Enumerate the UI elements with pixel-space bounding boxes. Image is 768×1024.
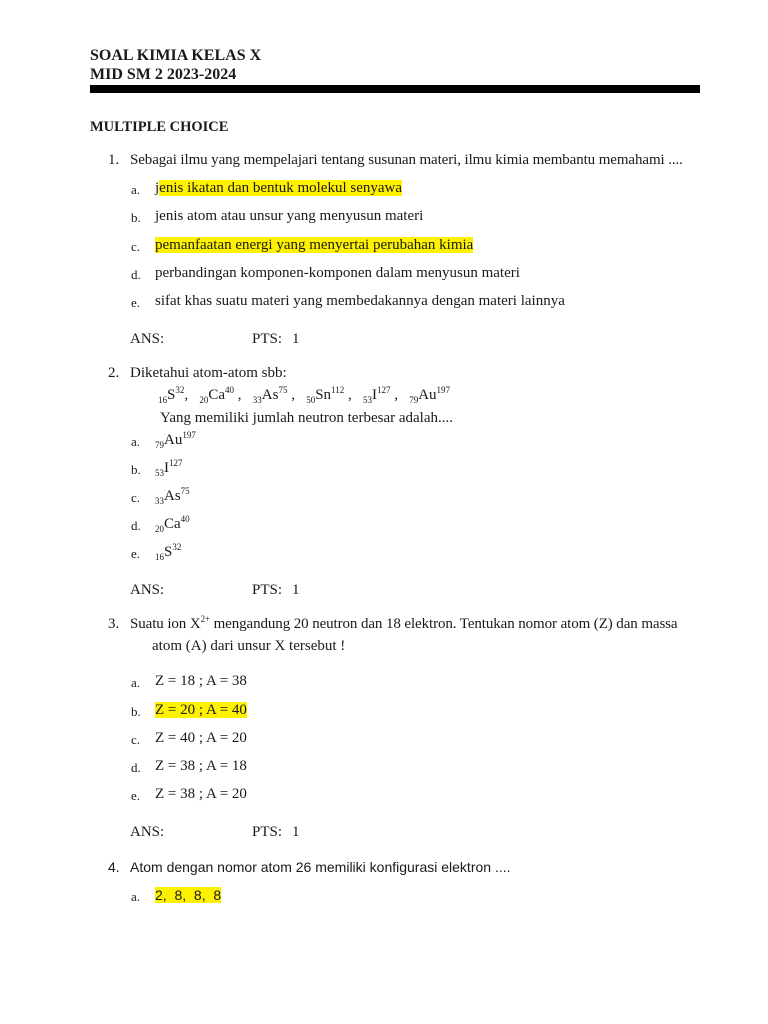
q2-option-d [155, 516, 190, 533]
mass-number: 40 [180, 514, 190, 524]
separator: , [344, 387, 352, 403]
q4-number: 4. [108, 859, 120, 875]
q1-option-a-text: enis ikatan dan bentuk molekul senyawa [159, 180, 403, 196]
q3-text [130, 616, 677, 633]
atomic-number: 16 [155, 552, 164, 562]
q3-option-e-text: Z = 38 ; A = 20 [155, 786, 247, 802]
element-symbol: Ca [208, 387, 226, 403]
q3-option-b [155, 702, 247, 719]
q1-option-e-letter: e. [131, 295, 141, 310]
separator: , [234, 387, 242, 403]
element-symbol: Ca [164, 516, 181, 532]
q2-atom-4 [306, 387, 352, 403]
q3-number: 3. [108, 616, 120, 632]
element-symbol: Au [418, 387, 437, 403]
separator: , [287, 387, 295, 403]
q2-option-c [155, 488, 190, 505]
doc-subtitle: MID SM 2 2023-2024 [90, 66, 237, 83]
q3-pts-value: 1 [292, 824, 300, 840]
q1-option-c [155, 237, 473, 254]
q1-option-d-text: perbandingan komponen-komponen dalam menyusun materi [155, 265, 520, 281]
mass-number: 127 [376, 385, 391, 395]
q2-pts-label: PTS: [252, 582, 283, 598]
ion-charge: 2+ [200, 614, 210, 624]
mass-number: 75 [278, 385, 288, 395]
q3-option-c-letter: c. [131, 732, 141, 747]
q3-option-d-text: Z = 38 ; A = 18 [155, 758, 247, 774]
q3-pts-label: PTS: [252, 824, 283, 840]
q3-text-pre: Suatu ion X [130, 616, 201, 632]
q3-option-d-letter: d. [131, 760, 141, 775]
q3-option-b-letter: b. [131, 704, 141, 719]
q2-option-c-letter: c. [131, 490, 141, 505]
q2-atom-2 [199, 387, 241, 403]
atomic-number: 33 [252, 395, 262, 405]
q3-text-post: mengandung 20 neutron dan 18 elektron. Tentukan nomor atom (Z) dan massa [209, 616, 678, 632]
mass-number: 197 [436, 385, 451, 395]
atomic-number: 33 [155, 496, 164, 506]
element-symbol: Sn [315, 387, 332, 403]
mass-number: 40 [225, 385, 235, 395]
q3-option-e-letter: e. [131, 788, 141, 803]
q1-pts-value: 1 [292, 331, 300, 347]
q2-question: Yang memiliki jumlah neutron terbesar adalah.... [160, 410, 453, 426]
mass-number: 197 [182, 430, 196, 440]
q2-number: 2. [108, 365, 120, 381]
mass-number: 127 [169, 458, 183, 468]
atomic-number: 16 [158, 395, 167, 405]
q4-option-a [155, 887, 221, 903]
q2-option-b [155, 460, 183, 477]
element-symbol: As [261, 387, 279, 403]
q3-ans-label: ANS: [130, 824, 165, 840]
atomic-number: 79 [155, 440, 164, 450]
q2-atom-list [158, 387, 450, 404]
q1-option-e-text: sifat khas suatu materi yang membedakannya dengan materi lainnya [155, 293, 565, 309]
q2-option-e-letter: e. [131, 546, 141, 561]
q2-option-a [155, 432, 196, 449]
q3-text-line2: atom (A) dari unsur X tersebut ! [152, 638, 346, 654]
atomic-number: 53 [362, 395, 372, 405]
q2-option-e [155, 544, 181, 561]
mass-number: 32 [172, 542, 182, 552]
q1-option-a [155, 180, 402, 197]
atomic-number: 53 [155, 468, 164, 478]
mass-number: 75 [180, 486, 190, 496]
section-title: MULTIPLE CHOICE [90, 119, 229, 135]
q4-text: Atom dengan nomor atom 26 memiliki konfigurasi elektron .... [130, 859, 511, 875]
q2-ans-label: ANS: [130, 582, 165, 598]
q3-option-a-letter: a. [131, 675, 141, 690]
q1-pts-label: PTS: [252, 331, 283, 347]
q1-option-b-letter: b. [131, 210, 141, 225]
q3-option-c-text: Z = 40 ; A = 20 [155, 730, 247, 746]
q1-text: Sebagai ilmu yang mempelajari tentang susunan materi, ilmu kimia membantu memahami .... [130, 152, 683, 168]
q2-atom-6 [409, 387, 450, 403]
element-symbol: S [164, 544, 173, 560]
q1-option-c-text: pemanfaatan energi yang menyertai perubahan kimia [155, 237, 474, 253]
element-symbol: S [167, 387, 176, 403]
element-symbol: Au [164, 432, 183, 448]
q2-atom-5 [363, 387, 398, 403]
q2-option-a-letter: a. [131, 434, 141, 449]
atomic-number: 20 [155, 524, 164, 534]
separator: , [184, 387, 189, 403]
element-symbol: I [371, 387, 377, 403]
q1-number: 1. [108, 152, 120, 168]
atomic-number: 50 [306, 395, 316, 405]
q2-option-b-letter: b. [131, 462, 141, 477]
q2-text: Diketahui atom-atom sbb: [130, 365, 287, 381]
q1-option-c-letter: c. [131, 239, 141, 254]
atomic-number: 79 [409, 395, 419, 405]
q4-option-a-letter: a. [131, 889, 141, 904]
q2-option-d-letter: d. [131, 518, 141, 533]
doc-title: SOAL KIMIA KELAS X [90, 47, 262, 64]
q3-option-a-text: Z = 18 ; A = 38 [155, 673, 247, 689]
atomic-number: 20 [199, 395, 209, 405]
separator: , [390, 387, 398, 403]
element-symbol: I [164, 460, 169, 476]
header-rule [90, 85, 700, 93]
q2-atom-1 [158, 387, 188, 403]
q2-atom-3 [253, 387, 295, 403]
q1-option-a-prefix: j [155, 180, 160, 196]
q4-option-a-text: 2, 8, 8, 8 [155, 887, 222, 903]
q1-option-b-text: jenis atom atau unsur yang menyusun materi [155, 208, 424, 224]
element-symbol: As [164, 488, 181, 504]
mass-number: 32 [175, 385, 185, 395]
q1-option-a-letter: a. [131, 182, 141, 197]
q1-ans-label: ANS: [130, 331, 165, 347]
q3-option-b-text: Z = 20 ; A = 40 [155, 702, 247, 718]
q1-option-d-letter: d. [131, 267, 141, 282]
q2-pts-value: 1 [292, 582, 300, 598]
mass-number: 112 [331, 385, 345, 395]
